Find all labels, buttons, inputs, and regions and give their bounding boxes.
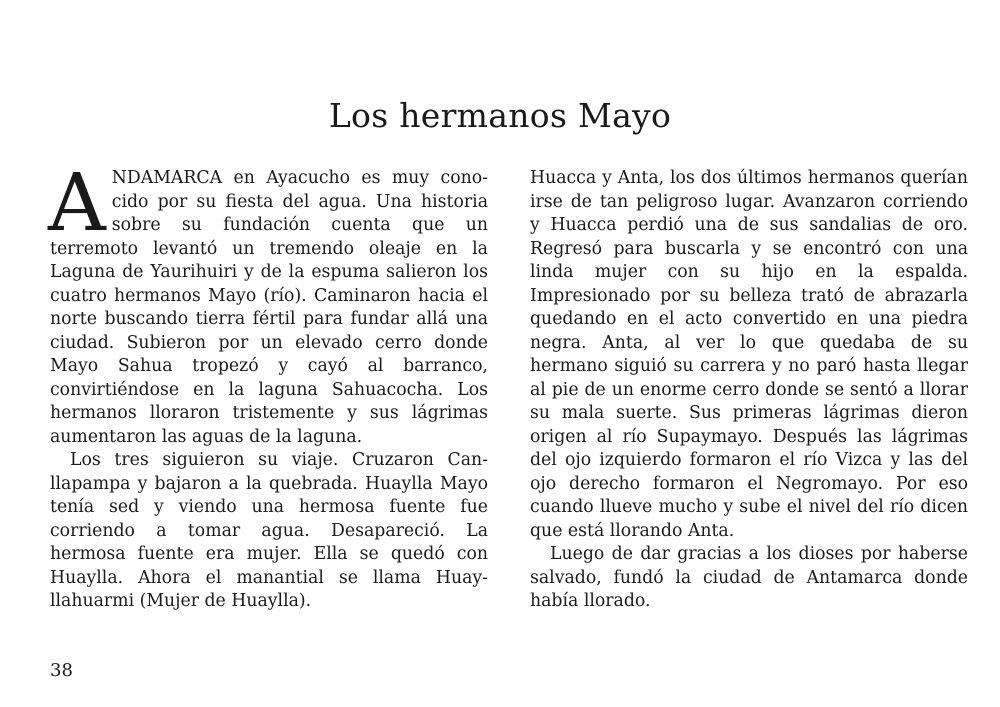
paragraph-text: NDAMARCA en Ayacucho es muy conocido por su fiesta del agua. Una historia sobre su fundación cuenta que un terremoto levantó un tremendo oleaje en la Laguna de Yaurihuiri y de la espuma salieron los cuatro hermanos Mayo (río). Caminaron hacia el norte buscando tierra fértil para fundar allá una ciudad. Subieron por un elevado cerro donde Mayo Sahua tropezó y cayó al barranco, convirtiéndose en la laguna Sahuacocha. Los hermanos lloraron tristemente y sus lágrimas aumentaron las aguas de la laguna. xyxy=(50,168,488,447)
page-title: Los hermanos Mayo xyxy=(328,96,672,136)
paragraph: Huacca y Anta, los dos últimos hermanos querían irse de tan peligroso lugar. Avanzaron corriendo y Huacca perdió una de sus sandalias de oro. Regresó para buscarla y se encontró con una linda mujer con su hijo en la espalda. Impresionado por su belleza trató de abrazarla quedando en el acto convertido en una piedra negra. Anta, al ver lo que quedaba de su hermano siguió su carrera y no paró hasta llegar al pie de un enorme cerro donde se sentó a llorar su mala suerte. Sus primeras lágrimas dieron origen al río Supaymayo. Después las lágrimas del ojo izquierdo formaron el río Vizca y las del ojo derecho formaron el Negromayo. Por eso cuando llueve mucho y sube el nivel del río dicen que está llorando Anta. xyxy=(530,168,968,541)
paragraph xyxy=(48,156,488,449)
paragraph: Luego de dar gracias a los dioses por haberse salvado, fundó la ciudad de Antamarca donde había llorado. xyxy=(530,544,968,611)
right-column xyxy=(530,167,968,614)
page-number: 38 xyxy=(50,660,73,681)
paragraph: Los tres siguieron su viaje. Cruzaron Canllapampa y bajaron a la quebrada. Huaylla Mayo tenía sed y viendo una hermosa fuente fue corriendo a tomar agua. Desapareció. La hermosa fuente era mujer. Ella se quedó con Huaylla. Ahora el manantial se llama Huayllahuarmi (Mujer de Huaylla). xyxy=(50,450,488,611)
drop-cap: A xyxy=(48,156,106,249)
left-column xyxy=(48,156,488,614)
